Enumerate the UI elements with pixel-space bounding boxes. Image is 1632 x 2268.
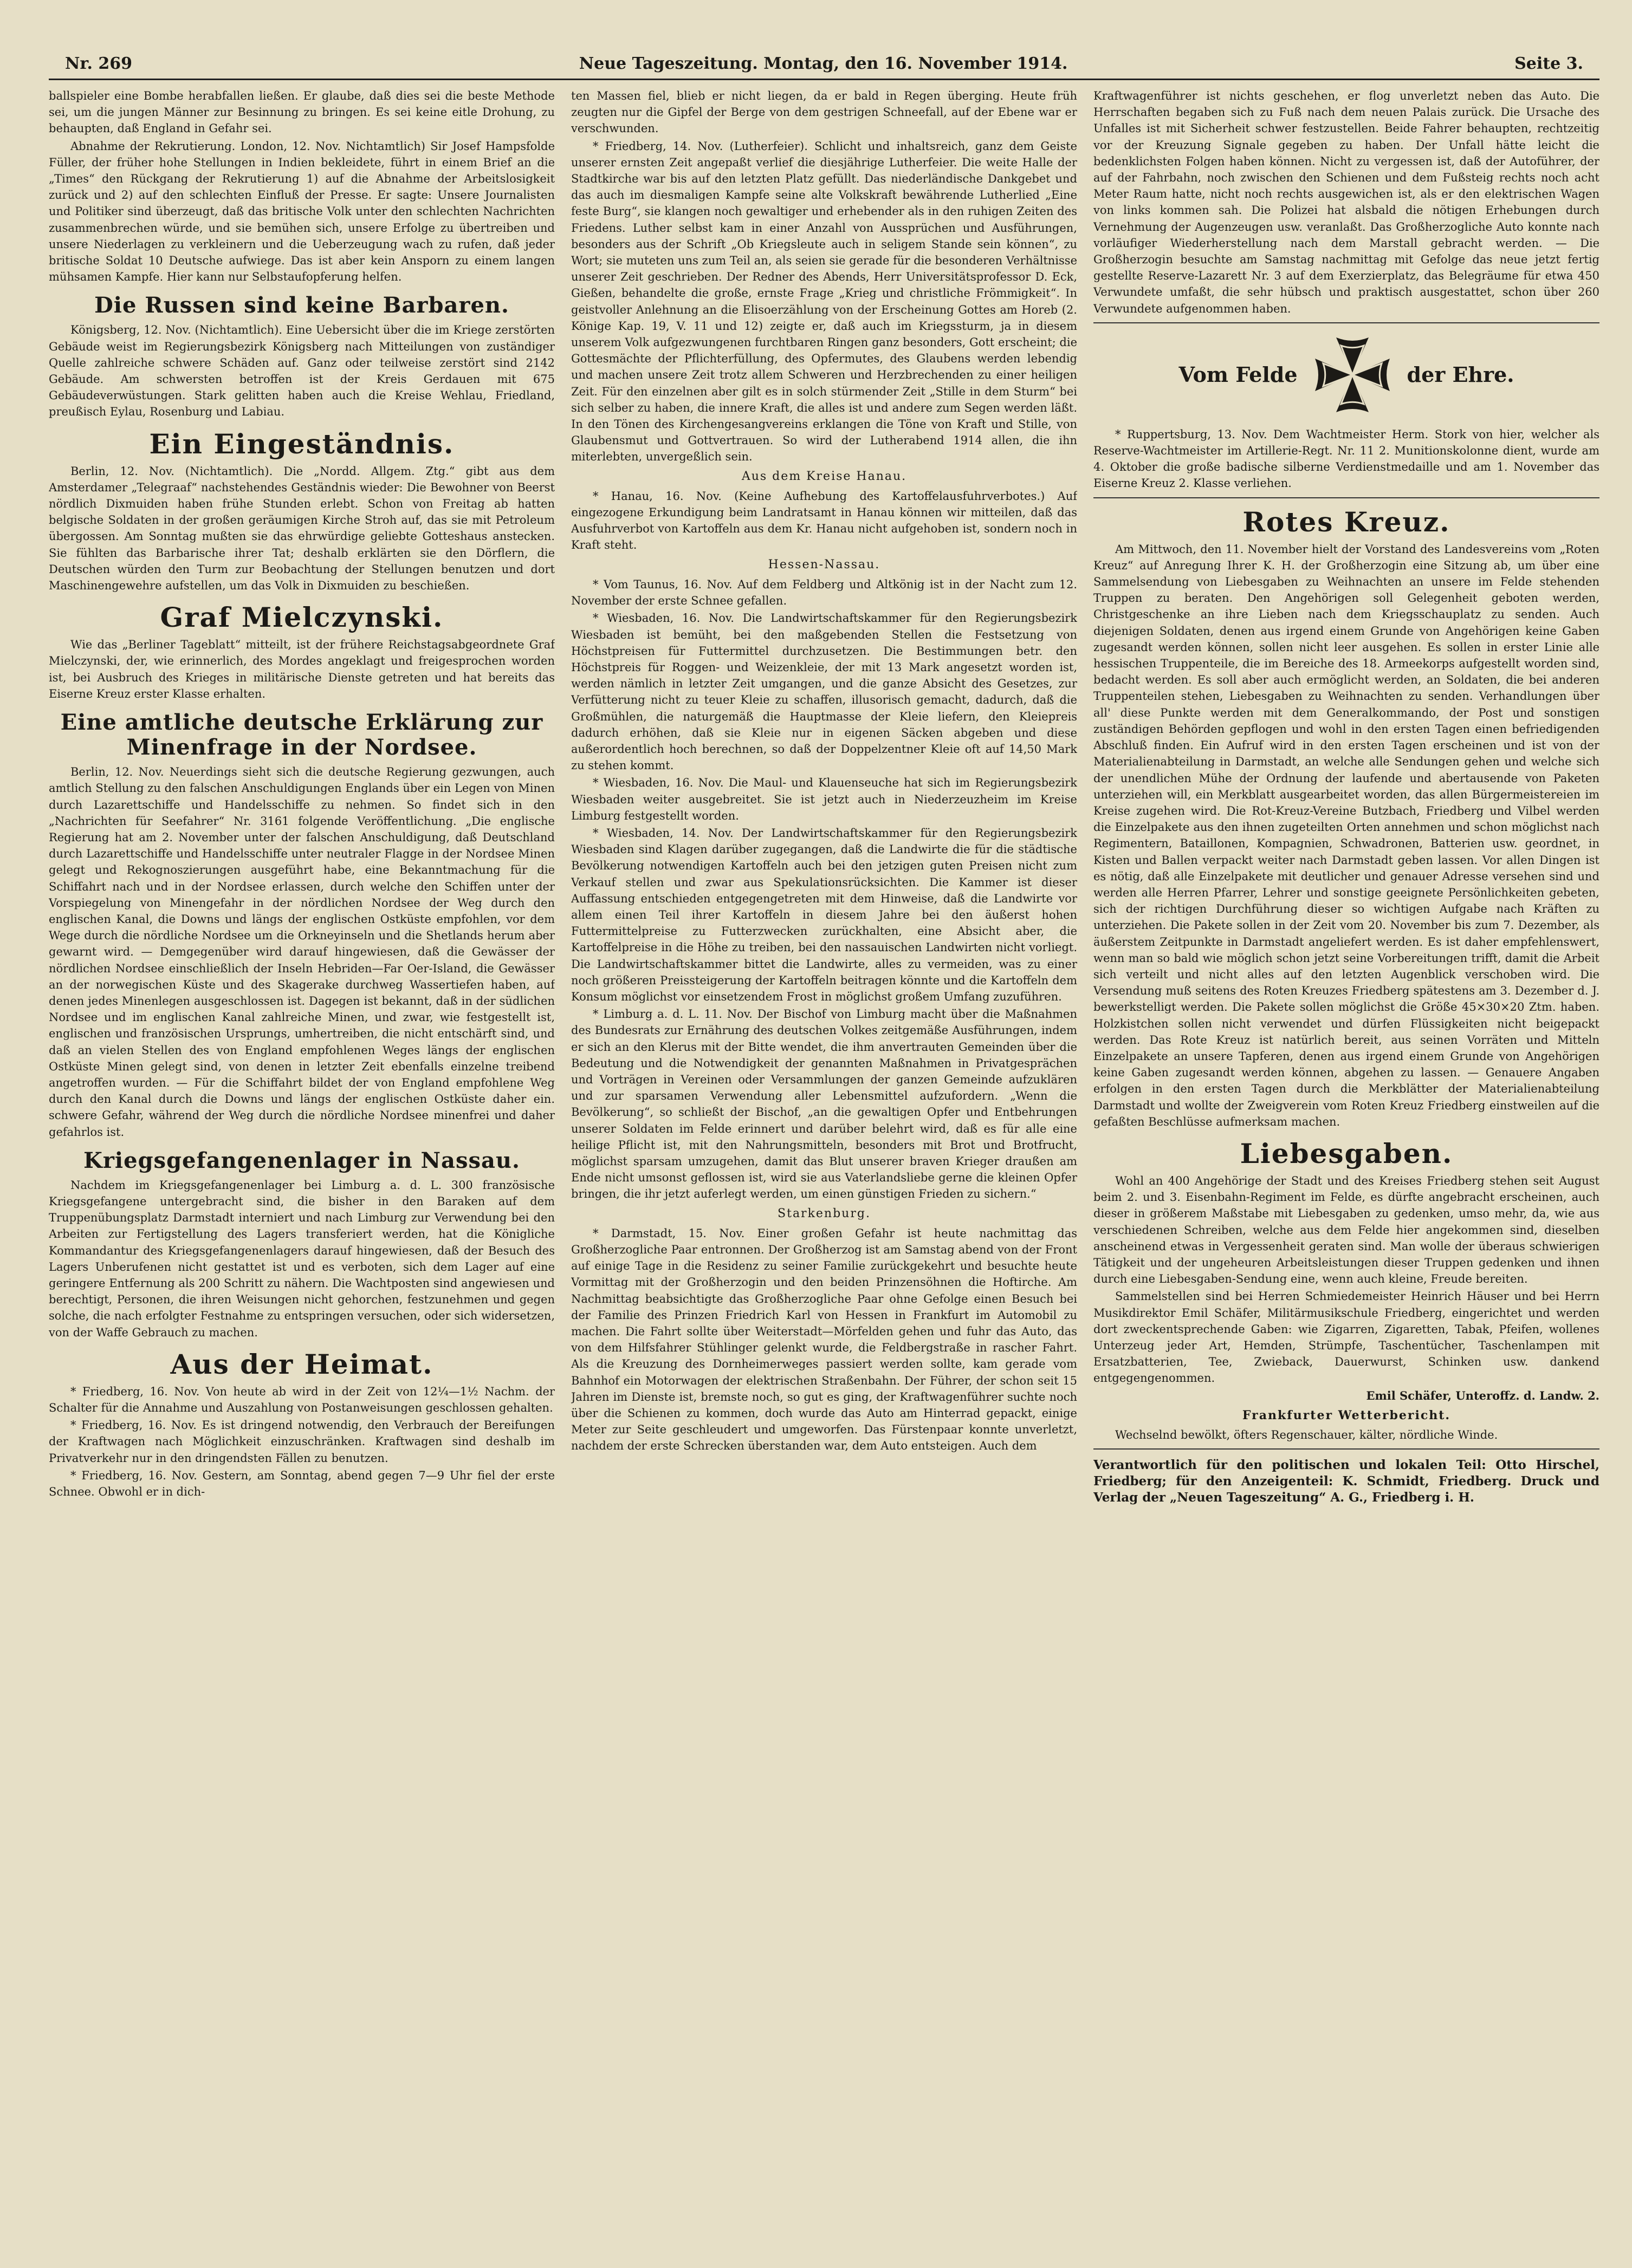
article-text: Wie das „Berliner Tageblatt“ mitteilt, ist der frühere Reichstagsabgeordnete Graf Mielczynski, der, wie erinnerlich, des Mordes angeklagt und freigesprochen worden ist, bei Ausbruch des Krieges in militärische Dienste getreten und hat bereits das Eiserne Kreuz erster Klasse erhalten. — [49, 638, 555, 700]
article-text: Kraftwagenführer ist nichts geschehen, er flog unverletzt neben das Auto. Die Herrschaften begaben sich zu Fuß nach dem neuen Palais zurück. Die Ursache des Unfalles ist mit Sicherheit schwer festzustellen. Beide Fahrer behaupten, rechtzeitig vor der Kreuzung Signale gegeben zu haben. Der Unfall hätte leicht die bedenklichsten Folgen haben können. Nicht zu vergessen ist, daß der Autoführer, der auf der Fahrbahn, noch zwischen den Schienen und dem Fußsteig rechts noch acht Meter Raum hatte, nicht noch rechts ausgewichen ist, als er den elektrischen Wagen von links kommen sah. Die Polizei hat alsbald die nötigen Erhebungen durch Vernehmung der Augenzeugen usw. veranlaßt. Das Großherzogliche Auto konnte nach vorläufiger Wiederherstellung nach dem Marstall gebracht werden. — Die Großherzogin besuchte am Samstag nachmittag mit Gefolge das neue jetzt fertig gestellte Reserve-Lazarett Nr. 3 auf dem Exerzierplatz, das Belegräume für etwa 450 Verwundete umfaßt, die sehr hübsch und praktisch ausgestattet, schon über 260 Verwundete aufgenommen haben. — [1093, 89, 1599, 315]
headline-mielczynski: Graf Mielczynski. — [160, 601, 444, 634]
heading-right: der Ehre. — [1407, 362, 1514, 387]
article-text: ballspieler eine Bombe herabfallen ließen. Er glaube, daß dies sei die beste Methode sei, um die jungen Männer zur Besinnung zu bringen. Es sei keine eitle Drohung, zu behaupten, daß England in Gefahr sei. — [49, 89, 555, 135]
article-text: * Friedberg, 16. Nov. Gestern, am Sonntag, abend gegen 7—9 Uhr fiel der erste Schnee. Obwohl er in dich- — [49, 1468, 555, 1499]
divider — [1093, 497, 1599, 498]
headline-russen: Die Russen sind keine Barbaren. — [94, 293, 509, 319]
article-text: Wohl an 400 Angehörige der Stadt und des Kreises Friedberg stehen seit August beim 2. und 3. Eisenbahn-Regiment im Felde, es dürfte angebracht erscheinen, auch dieser in größerem Maßstabe mit Liebesgaben zu gedenken, umso mehr, da, wie aus verschiedenen Schreiben, welche aus dem Felde hier angekommen sind, dieselben anscheinend etwas in Vergessenheit geraten sind. Man wolle der überaus schwierigen Tätigkeit und der ungeheuren Arbeitsleistungen dieser Truppen gedenken und ihnen durch eine Liebesgaben-Sendung eine, wenn auch kleine, Freude bereiten. — [1093, 1174, 1599, 1286]
newspaper-title-date: Neue Tageszeitung. Montag, den 16. November 1914. — [579, 54, 1068, 73]
headline-kriegsgefangenenlager: Kriegsgefangenenlager in Nassau. — [83, 1147, 520, 1173]
headline-minenfrage-line2: Minenfrage in der Nordsee. — [126, 735, 477, 761]
article-text: * Friedberg, 16. Nov. Es ist dringend notwendig, den Verbrauch der Bereifungen der Kraftwagen nach Möglichkeit einzuschränken. Kraftwagen sind deshalb im Privatverkehr nur in den dringendsten Fällen zu benutzen. — [49, 1419, 555, 1465]
divider — [1093, 322, 1599, 323]
article-text: Sammelstellen sind bei Herren Schmiedemeister Heinrich Häuser und bei Herrn Musikdirektor Emil Schäfer, Militärmusikschule Friedberg, eingerichtet und werden dort zweckentsprechende Gaben: wie Zigarren, Zigaretten, Tabak, Pfeifen, wollenes Unterzeug jeder Art, Hemden, Strümpfe, Taschentücher, Taschenlampen mit Ersatzbatterien, Tee, Zwieback, Dauerwurst, Schinken usw. dankend entgegengenommen. — [1093, 1290, 1599, 1385]
article-text: * Limburg a. d. L. 11. Nov. Der Bischof von Limburg macht über die Maßnahmen des Bundesrats zur Ernährung des deutschen Volkes zeitgemäße Ausführungen, indem er sich an den Klerus mit der Bitte wendet, die ihm anvertrauten Gemeinden über die Bedeutung und die Notwendigkeit der genannten Maßnahmen in Privatgesprächen und Vorträgen in Vereinen oder Versammlungen der ganzen Gemeinde aufzuklären und zur sparsamen Verwendung aller Lebensmittel aufzufordern. „Wenn die Bevölkerung“, so schließt der Bischof, „an die gewaltigen Opfer und Entbehrungen unserer Soldaten im Felde erinnert und darüber belehrt wird, daß es für alle eine heilige Pflicht ist, mit den Nahrungsmitteln, besonders mit Brot und Brotfrucht, möglichst sparsam umzugehen, damit das Blut unserer braven Krieger draußen am Ende nicht umsonst geflossen ist, wird sie aus Vaterlandsliebe gerne die kleinen Opfer bringen, die ihr jetzt auferlegt werden, um einen günstigen Frieden zu sichern.“ — [571, 1008, 1077, 1201]
article-text: Berlin, 12. Nov. (Nichtamtlich). Die „Nordd. Allgem. Ztg.“ gibt aus dem Amsterdamer „Telegraaf“ nachstehendes Geständnis wieder: Die Bewohner von Beerst nördlich Dixmuiden haben frühe Stunden erlebt. Schon von Freitag ab hatten belgische Soldaten in der großen geräumigen Kirche Stroh auf, das sie mit Petroleum übergossen. Am Sonntag mußten sie das ehrwürdige geliebte Gotteshaus anstecken. Sie fühlten das Barbarische ihrer Tat; deshalb erklärten sie den Dörflern, die Deutschen würden den Turm zur Beobachtung der Stellungen benutzen und dort Maschinengewehre aufstellen, um das Volk in Dixmuiden zu beschießen. — [49, 464, 555, 593]
headline-rotes-kreuz: Rotes Kreuz. — [1242, 505, 1450, 538]
headline-aus-der-heimat: Aus der Heimat. — [170, 1348, 433, 1380]
article-text: * Ruppertsburg, 13. Nov. Dem Wachtmeister Herm. Stork von hier, welcher als Reserve-Wachtmeister im Artillerie-Regt. Nr. 11 2. Munitionskolonne dient, wurde am 4. Oktober die große badische silberne Verdienstmedaille und am 1. November das Eiserne Kreuz 2. Klasse verliehen. — [1093, 427, 1599, 490]
section-heading-starkenburg: Starkenburg. — [778, 1206, 871, 1220]
vom-felde-der-ehre-heading — [1093, 334, 1599, 415]
article-author: Emil Schäfer, Unteroffz. d. Landw. 2. — [1366, 1388, 1599, 1402]
article-text: * Wiesbaden, 16. Nov. Die Landwirtschaftskammer für den Regierungsbezirk Wiesbaden ist bemüht, bei den maßgebenden Stellen die Festsetzung von Höchstpreisen für Futtermittel durchzusetzen. Die Bestimmungen betr. den Höchstpreis für Roggen- und Weizenkleie, der mit 13 Mark angesetzt worden ist, werden nämlich in letzter Zeit umgangen, und die ganze Absicht des Gesetzes, zur Verfütterung nicht zu teuer Kleie zu schaffen, illusorisch gemacht, dadurch, daß die Großmühlen, die naturgemäß die Hauptmasse der Kleie liefern, den Kleiepreis dadurch erhöhen, daß sie Kleie nur in eigenen Säcken abgeben und diese außerordentlich hoch berechnen, so daß der Doppelzentner Kleie oft auf 14,50 Mark zu stehen kommt. — [571, 612, 1077, 772]
section-heading-hanau: Aus dem Kreise Hanau. — [741, 469, 907, 483]
columns — [49, 88, 1599, 2233]
masthead — [49, 54, 1599, 80]
article-text: * Hanau, 16. Nov. (Keine Aufhebung des Kartoffelausfuhrverbotes.) Auf eingezogene Erkundigung beim Landratsamt in Hanau können wir mitteilen, daß das Ausfuhrverbot von Kartoffeln aus dem Kr. Hanau nicht aufgehoben ist, sondern noch in Kraft steht. — [571, 489, 1077, 552]
article-text: Am Mittwoch, den 11. November hielt der Vorstand des Landesvereins vom „Roten Kreuz“ auf Anregung Ihrer K. H. der Großherzogin eine Sitzung ab, um über eine Sammelsendung von Liebesgaben zu Weihnachten an unsere im Felde stehenden Truppen zu beraten. Den Angehörigen soll Gelegenheit geboten werden, Christgeschenke an ihre Lieben nach dem Kriegsschauplatz zu senden. Auch diejenigen Soldaten, denen aus irgend einem Grunde von Angehörigen keine Gaben zugesandt werden können, sollen nicht leer ausgehen. Es sollen in erster Linie alle hessischen Truppenteile, die im Bereiche des 18. Armeekorps aufgestellt worden sind, bedacht werden. Es soll aber auch ermöglicht werden, an Soldaten, die bei anderen Truppenteilen stehen, Liebesgaben zu Weihnachten zu senden. Verhandlungen über all' diese Punkte werden mit dem Generalkommando, der Post und sonstigen zuständigen Behörden gepflogen und wohl in den ersten Tagen einen befriedigenden Abschluß finden. Ein Aufruf wird in den ersten Tagen erscheinen und ist von der Materialienabteilung in Darmstadt, an welche alle Sendungen gehen und welche sich der unendlichen Mühe der Ordnung der laufende und abertausende von Paketen unterziehen will, ein Merkblatt ausgearbeitet worden, das allen Bürgermeistereien im Kreise zugehen wird. Die Rot-Kreuz-Vereine Butzbach, Friedberg und Vilbel werden die Einzelpakete aus den ihnen zugeteilten Orten annehmen und schon möglichst nach Regimentern, Bataillonen, Kompagnien, Schwadronen, Batterien usw. geordnet, in Kisten und Ballen verpackt weiter nach Darmstadt geben lassen. Vor allen Dingen ist es nötig, daß alle Einzelpakete mit deutlicher und genauer Adresse versehen sind und werden alle Herren Pfarrer, Lehrer und sonstige geeignete Persönlichkeiten gebeten, sich der richtigen Durchführung dieser so wichtigen Aufgabe nach Kräften zu unterziehen. Die Pakete sollen in der Zeit vom 20. November bis zum 7. Dezember, als äußerstem Zeitpunkte in Darmstadt angeliefert werden. Es ist daher empfehlenswert, wenn man so bald wie möglich schon jetzt seine Vorbereitungen trifft, damit die Arbeit sich verteilt und nicht alles auf den letzten Augenblick verschoben wird. Die Versendung muß seitens des Roten Kreuzes Friedberg spätestens am 3. Dezember d. J. bewerkstelligt werden. Die Pakete sollen möglichst die Größe 45×30×20 Ztm. haben. Holzkistchen sollen nicht verwendet und dürfen Flüssigkeiten nicht beigepackt werden. Das Rote Kreuz ist natürlich bereit, aus seinen Vorräten und Mitteln Einzelpakete an unsere Tapferen, denen aus irgend einem Grunde von Angehörigen keine Gaben zugesandt werden können, abgehen zu lassen. — Genauere Angaben erfolgen in den ersten Tagen durch die Merkblätter der Materialienabteilung Darmstadt und wollte der Zweigverein vom Roten Kreuz Friedberg einstweilen auf die gefaßten Beschlüsse aufmerksam machen. — [1093, 542, 1599, 1128]
column-1 — [49, 88, 555, 2233]
headline-minenfrage-line1: Eine amtliche deutsche Erklärung zur — [60, 710, 543, 736]
heading-left: Vom Felde — [1178, 362, 1298, 387]
article-text: * Wiesbaden, 14. Nov. Der Landwirtschaftskammer für den Regierungsbezirk Wiesbaden sind Klagen darüber zugegangen, daß die Landwirte die für die städtische Bevölkerung notwendigen Kartoffeln auch bei den jetzigen guten Preisen nicht zum Verkauf stellen und zwar aus Spekulationsrücksichten. Die Kammer ist dieser Auffassung entschieden entgegengetreten mit dem Hinweise, daß die Landwirte vor allem einen Teil ihrer Kartoffeln in diesem Jahre bei den äußerst hohen Futtermittelpreise zu Futterzwecken zurückhalten, eine Absicht aber, die Kartoffelpreise in die Höhe zu treiben, bei den nassauischen Landwirten nicht vorliegt. Die Landwirtschaftskammer bittet die Landwirte, alles zu vermeiden, was zu einer noch größeren Preissteigerung der Kartoffeln beitragen könnte und die Kartoffeln dem Konsum möglichst vor einsetzendem Frost in möglichst großem Umfang zuzuführen. — [571, 826, 1077, 1003]
article-text: * Darmstadt, 15. Nov. Einer großen Gefahr ist heute nachmittag das Großherzogliche Paar entronnen. Der Großherzog ist am Samstag abend von der Front auf einige Tage in die Residenz zu seiner Familie zurückgekehrt und besuchte heute Vormittag mit der Großherzogin und den beiden Prinzensöhnen die Hoftirche. Am Nachmittag beabsichtigte das Großherzogliche Paar ohne Gefolge einen Besuch bei der Familie des Prinzen Friedrich Karl von Hessen in Frankfurt im Automobil zu machen. Die Fahrt sollte über Weiterstadt—Mörfelden gehen und fuhr das Auto, das von dem Hilfsfahrer Stühlinger gelenkt wurde, die Feldbergstraße in rascher Fahrt. Als die Kreuzung des Dornheimerweges passiert werden sollte, kam gerade vom Bahnhof ein Motorwagen der elektrischen Straßenbahn. Der Führer, der schon seit 15 Jahren im Dienste ist, bremste noch, so gut es ging, der Kraftwagenführer suchte noch über die Schienen zu kommen, doch wurde das Auto am Hinterrad gepackt, einige Meter zur Seite geschleudert und umgeworfen. Das Fürstenpaar konnte unverletzt, nachdem der erste Schrecken überstanden war, dem Auto entsteigen. Auch dem — [571, 1226, 1077, 1453]
article-text: Abnahme der Rekrutierung. London, 12. Nov. Nichtamtlich) Sir Josef Hampsfolde Füller, der früher hohe Stellungen in Indien bekleidete, führt in einem Brief an die „Times“ den Rückgang der Rekrutierung 1) auf die Abnahme der Arbeitslosigkeit zurück und 2) auf den schlechten Einfluß der Presse. Er sagte: Unsere Journalisten und Politiker sind überzeugt, daß das britische Volk unter den schlechten Nachrichten zusammenbrechen würde, und sie bemühen sich, unsere Erfolge zu übertreiben und unsere Niederlagen zu verkleinern und die Ueberzeugung wach zu rufen, daß jeder britische Soldat 10 Deutsche aufwiege. Das ist aber kein Ansporn zu einem langen mühsamen Kampfe. Hier kann nur Selbstaufopferung helfen. — [49, 139, 555, 284]
article-text: * Friedberg, 16. Nov. Von heute ab wird in der Zeit von 12¼—1½ Nachm. der Schalter für die Annahme und Auszahlung von Postanweisungen geschlossen gehalten. — [49, 1385, 555, 1414]
weather-report: Wechselnd bewölkt, öfters Regenschauer, kälter, nördliche Winde. — [1115, 1428, 1498, 1442]
section-heading-hessen-nassau: Hessen-Nassau. — [768, 557, 880, 571]
article-text: ten Massen fiel, blieb er nicht liegen, da er bald in Regen überging. Heute früh zeugten nur die Gipfel der Berge von dem gestrigen Schneefall, auf der Ebene war er verschwunden. — [571, 89, 1077, 135]
article-text: * Vom Taunus, 16. Nov. Auf dem Feldberg und Altkönig ist in der Nacht zum 12. November der erste Schnee gefallen. — [571, 577, 1077, 608]
column-3 — [1093, 88, 1599, 2233]
headline-liebesgaben: Liebesgaben. — [1240, 1137, 1453, 1169]
weather-heading: Frankfurter Wetterbericht. — [1242, 1408, 1451, 1422]
headline-eingestaendnis: Ein Eingeständnis. — [149, 427, 455, 460]
imprint: Verantwortlich für den politischen und lokalen Teil: Otto Hirschel, Friedberg; für den Anzeigenteil: K. Schmidt, Friedberg. Druck und Verlag der „Neuen Tageszeitung“ A. G., Friedberg i. H. — [1093, 1458, 1599, 1505]
article-text: Königsberg, 12. Nov. (Nichtamtlich). Eine Uebersicht über die im Kriege zerstörten Gebäude weist im Regierungsbezirk Königsberg nach Mitteilungen von zuständiger Quelle zahlreiche schwere Schäden auf. Ganz oder teilweise zerstört sind 2142 Gebäude. Am schwersten betroffen ist der Kreis Gerdauen mit 675 Gebäudeverwüstungen. Stark gelitten haben auch die Kreise Wehlau, Friedland, preußisch Eylau, Rosenburg und Labiau. — [49, 323, 555, 419]
article-text: * Wiesbaden, 16. Nov. Die Maul- und Klauenseuche hat sich im Regierungsbezirk Wiesbaden weiter ausgebreitet. Sie ist jetzt auch in Niederzeuzheim im Kreise Limburg festgestellt worden. — [571, 776, 1077, 822]
issue-number: Nr. 269 — [65, 54, 132, 73]
iron-cross-icon — [1312, 334, 1393, 415]
article-text: * Friedberg, 14. Nov. (Lutherfeier). Schlicht und inhaltsreich, ganz dem Geiste unserer ernsten Zeit angepaßt verlief die diesjährige Lutherfeier. Die weite Halle der Stadtkirche war bis auf den letzten Platz gefüllt. Das niederländische Dankgebet und das auch im diesmaligen Kampfe seine alte Volkskraft bewährende Lutherlied „Eine feste Burg“, sie klangen noch gewaltiger und erhebender als in den ruhigen Zeiten des Friedens. Luther selbst kam in einer Anzahl von Aussprüchen und Ausführungen, besonders aus der Schrift „Ob Kriegsleute auch in seligem Stande sein können“, zu Wort; sie muteten uns zum Teil an, als seien sie gerade für die besonderen Verhältnisse unserer Zeit geschrieben. Der Redner des Abends, Herr Universitätsprofessor D. Eck, Gießen, behandelte die große, ernste Frage „Krieg und christliche Frömmigkeit“. In geistvoller Anlehnung an die Elisoerzählung von der Erscheinung Gottes am Horeb (2. Könige Kap. 19, V. 11 und 12) zeigte er, daß auch im Kriegssturm, ja in diesem unserem Volk aufgezwungenen furchtbaren Ringen ganz besonders, Gott erscheint; die Gottesmächte der Pflichterfüllung, des Opfermutes, des Glaubens werden lebendig und machen unsere Zeit trotz allem Schweren und Herzbrechenden zu einer heiligen Zeit. Für den einzelnen aber gilt es in solch stürmender Zeit „Stille in dem Sturm“ bei sich selber zu haben, die innere Kraft, die alles ist und andere zum Segen werden läßt. In den Tönen des Kirchengesangvereins erklangen die Töne von Kraft und Stille, von Glaubensmut und Gottvertrauen. So wird der Lutherabend 1914 allen, die ihn miterlebten, unvergeßlich sein. — [571, 139, 1077, 464]
column-2 — [571, 88, 1077, 2233]
article-text: Nachdem im Kriegsgefangenenlager bei Limburg a. d. L. 300 französische Kriegsgefangene untergebracht sind, die bisher in den Baraken auf dem Truppenübungsplatz Darmstadt interniert und nach Limburg zur Verwendung bei den Arbeiten zur Fertigstellung des Lagers transferiert werden, hat die Königliche Kommandantur des Kriegsgefangenenlagers darauf hingewiesen, daß der Besuch des Lagers Unberufenen nicht gestattet ist und es verboten, sich dem Lager auf eine geringere Entfernung als 200 Schritt zu nähern. Die Wachtposten sind angewiesen und berechtigt, Personen, die ihren Weisungen nicht gehorchen, festzunehmen und gegen solche, die nach erfolgter Festnahme zu entspringen versuchen, oder sich widersetzen, von der Waffe Gebrauch zu machen. — [49, 1178, 555, 1339]
article-text: Berlin, 12. Nov. Neuerdings sieht sich die deutsche Regierung gezwungen, auch amtlich Stellung zu den falschen Anschuldigungen Englands über ein Legen von Minen durch Lazarettschiffe und Handelsschiffe zu nehmen. So findet sich in den „Nachrichten für Seefahrer“ Nr. 3161 folgende Veröffentlichung. „Die englische Regierung hat am 2. November unter der falschen Anschuldigung, daß Deutschland durch Lazarettschiffe und Handelsschiffe unter neutraler Flagge in der Nordsee Minen gelegt und Rekognoszierungen ausgeführt habe, eine Bekanntmachung für die Schiffahrt nach und in der Nordsee erlassen, durch welche den Schiffen unter der Vorspiegelung von Minengefahr in der nördlichen Nordsee der Weg durch den englischen Kanal, die Downs und längs der englischen Ostküste empfohlen, vor dem Wege durch die nördliche Nordsee um die Orkneyinseln und die Shetlands herum aber gewarnt wird. — Demgegenüber wird darauf hingewiesen, daß die Gewässer der nördlichen Nordsee einschließlich der Inseln Hebriden—Far Oer-Island, die Gewässer an der norwegischen Küste und des Skagerake durchweg Wassertiefen haben, auf denen jedes Minenlegen ausgeschlossen ist. Dagegen ist bekannt, daß in der südlichen Nordsee und im englischen Kanal zahlreiche Minen, und zwar, wie festgestellt ist, englischen und französischen Ursprungs, umhertreiben, die nicht entschärft sind, und daß an vielen Stellen des von England empfohlenen Weges längs der englischen Ostküste Minen gelegt sind, von denen in letzter Zeit ebenfalls einzelne treibend angetroffen wurden. — Für die Schiffahrt bildet der von England empfohlene Weg durch den Kanal durch die Downs und längs der englischen Ostküste daher ein. schwere Gefahr, während der Weg durch die nördliche Nordsee minenfrei und daher gefahrlos ist. — [49, 765, 555, 1139]
page-number: Seite 3. — [1514, 54, 1583, 73]
divider — [1093, 1448, 1599, 1450]
